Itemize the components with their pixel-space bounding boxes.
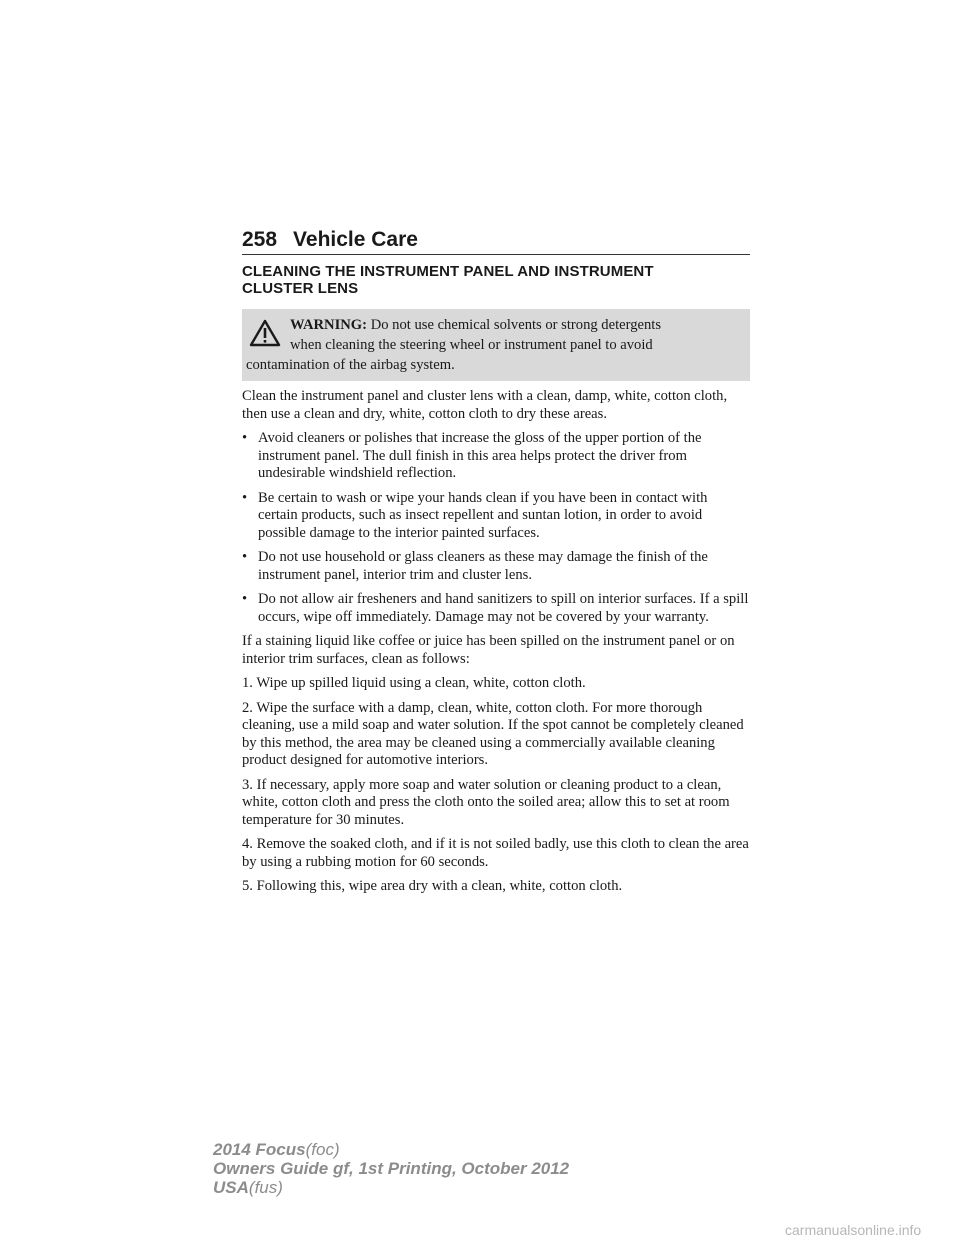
section-heading-line1: CLEANING THE INSTRUMENT PANEL AND INSTRUMENT	[242, 263, 654, 280]
bullet-glyph: •	[242, 489, 248, 506]
list-item-text: Be certain to wash or wipe your hands clean if you have been in contact with certain products, such as insect repellent and suntan lotion, in order to avoid possible damage to the interior painted surfaces.	[258, 489, 708, 541]
precaution-list	[242, 430, 750, 626]
document-footer	[213, 1140, 569, 1197]
footer-line2: Owners Guide gf, 1st Printing, October 2012	[213, 1159, 570, 1178]
list-item	[242, 490, 750, 543]
warning-label: WARNING:	[290, 317, 368, 333]
step-5: 5. Following this, wipe area dry with a clean, white, cotton cloth.	[242, 878, 623, 894]
watermark: carmanualsonline.info	[785, 1222, 922, 1238]
manual-page	[242, 228, 750, 896]
warning-line3: contamination of the airbag system.	[246, 357, 455, 373]
section-heading-line2: CLUSTER LENS	[242, 280, 359, 297]
page-header	[242, 228, 750, 255]
footer-line3	[213, 1178, 569, 1197]
step-4: 4. Remove the soaked cloth, and if it is not soiled badly, use this cloth to clean the area by using a rubbing motion for 60 seconds.	[242, 836, 749, 870]
footer-region-code: (fus)	[248, 1178, 283, 1197]
intro-paragraph: Clean the instrument panel and cluster lens with a clean, damp, white, cotton cloth, then use a clean and dry, white, cotton cloth to dry these areas.	[242, 388, 728, 422]
list-item	[242, 591, 750, 626]
list-item-text: Do not allow air fresheners and hand sanitizers to spill on interior surfaces. If a spill occurs, wipe off immediately. Damage may not be covered by your warranty.	[258, 591, 749, 625]
warning-line2: when cleaning the steering wheel or instrument panel to avoid	[290, 337, 653, 353]
list-item	[242, 549, 750, 584]
warning-line1	[246, 315, 744, 335]
body-content	[242, 388, 750, 896]
list-item-text: Do not use household or glass cleaners as these may damage the finish of the instrument panel, interior trim and cluster lens.	[258, 549, 708, 583]
step-3: 3. If necessary, apply more soap and water solution or cleaning product to a clean, white, cotton cloth and press the cloth onto the soiled area; allow this to set at room temperature for 30 minutes.	[242, 776, 730, 828]
list-item	[242, 430, 750, 483]
page-number: 258	[242, 228, 278, 251]
bullet-glyph: •	[242, 591, 248, 607]
footer-model: 2014 Focus	[213, 1140, 306, 1159]
chapter-title: Vehicle Care	[293, 228, 418, 251]
list-item-text: Avoid cleaners or polishes that increase the gloss of the upper portion of the instrument panel. The dull finish in this area helps protect the driver from undesirable windshield reflection.	[258, 430, 702, 481]
warning-triangle-icon	[249, 319, 281, 347]
footer-model-code: (foc)	[305, 1140, 340, 1159]
section-heading	[242, 263, 750, 297]
warning-line1-text: Do not use chemical solvents or strong detergents	[370, 317, 662, 333]
bullet-glyph: •	[242, 549, 248, 565]
footer-line1	[213, 1140, 569, 1159]
bullet-glyph: •	[242, 430, 248, 446]
step-1: 1. Wipe up spilled liquid using a clean, white, cotton cloth.	[242, 675, 586, 691]
staining-intro-paragraph: If a staining liquid like coffee or juice has been spilled on the instrument panel or on interior trim surfaces, clean as follows:	[242, 633, 735, 667]
footer-region: USA	[213, 1178, 249, 1197]
warning-box	[242, 309, 750, 381]
step-2: 2. Wipe the surface with a damp, clean, white, cotton cloth. For more thorough cleaning, use a mild soap and water solution. If the spot cannot be completely cleaned by this method, the area may be cleaned using a commercially available cleaning product designed for automotive interiors.	[242, 699, 744, 768]
